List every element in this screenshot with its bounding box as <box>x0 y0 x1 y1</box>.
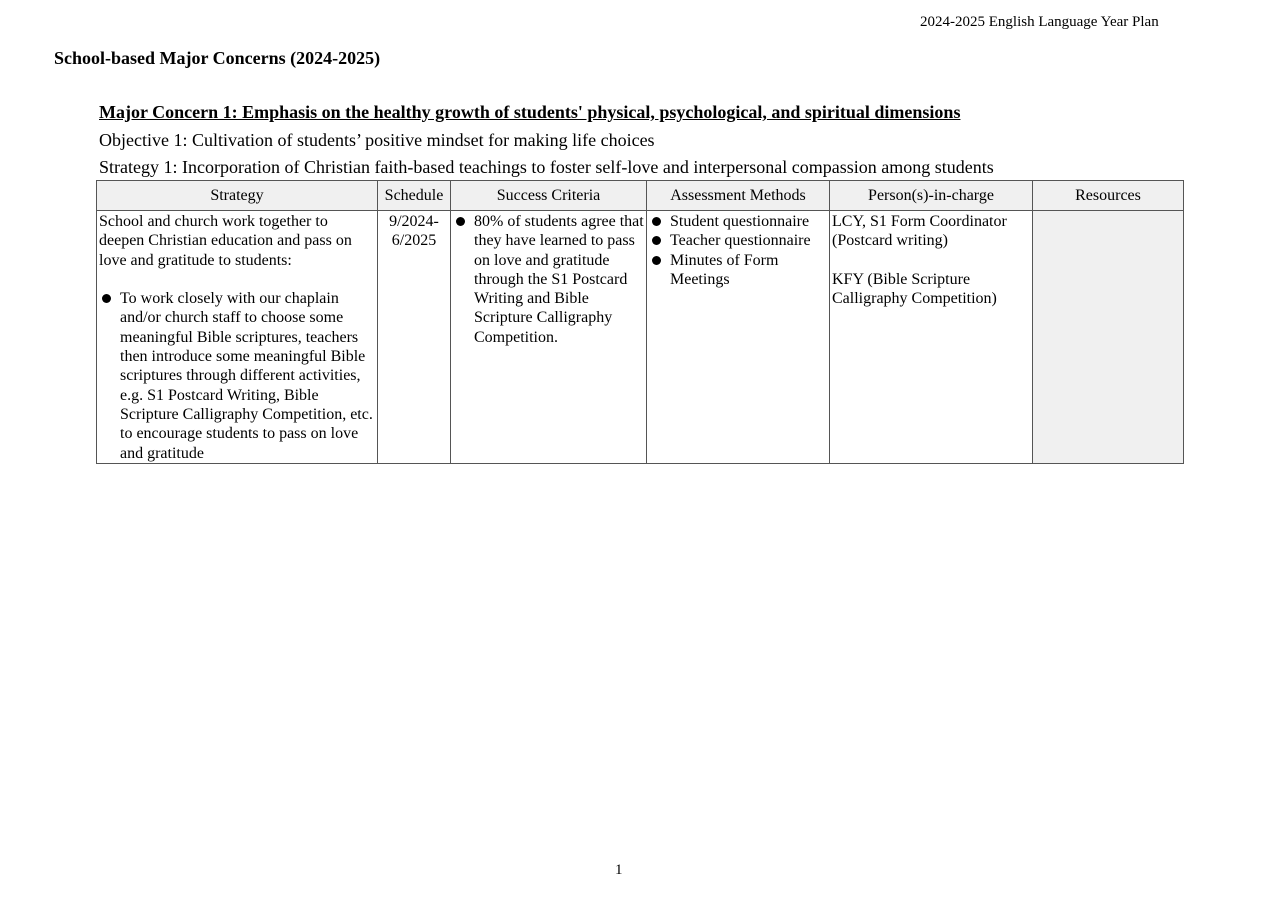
assessment-method-text: Minutes of Form Meetings <box>670 251 779 288</box>
assessment-method-text: Student questionnaire <box>670 213 810 230</box>
strategy-bullet-text: To work closely with our chaplain and/or church staff to choose some meaningful Bible scriptures, teachers then introduce some meaningful Bible scriptures through different activities, e.g. S1 Postcard Writing, Bible Scripture Calligraphy Competition, etc. to encourage students to pass on love and gratitude <box>120 290 373 462</box>
column-header-success-criteria: Success Criteria <box>451 181 647 211</box>
list-item <box>453 212 644 347</box>
person-in-charge-cell <box>830 211 1033 464</box>
schedule-cell <box>378 211 451 464</box>
column-header-person-in-charge: Person(s)-in-charge <box>830 181 1033 211</box>
bullet-icon <box>456 217 465 226</box>
major-concern-heading: Major Concern 1: Emphasis on the healthy growth of students' physical, psychological, and spiritual dimensions <box>99 102 961 122</box>
document-title: School-based Major Concerns (2024-2025) <box>54 48 381 68</box>
assessment-methods-list <box>649 212 827 289</box>
column-header-resources: Resources <box>1033 181 1184 211</box>
list-item <box>649 231 827 250</box>
person-in-charge-2: KFY (Bible Scripture Calligraphy Competition) <box>832 270 997 308</box>
strategy-line: Strategy 1: Incorporation of Christian faith-based teachings to foster self-love and interpersonal compassion among students <box>99 157 994 177</box>
year-plan-table <box>96 180 1184 464</box>
column-header-schedule: Schedule <box>378 181 451 211</box>
strategy-intro-text: School and church work together to deepen Christian education and pass on love and gratitude to students: <box>99 213 352 269</box>
success-criteria-text: 80% of students agree that they have learned to pass on love and gratitude through the S1 Postcard Writing and Bible Scripture Calligraphy Competition. <box>474 213 644 346</box>
list-item <box>99 289 375 463</box>
bullet-icon <box>652 236 661 245</box>
table-row <box>97 211 1184 464</box>
list-item <box>649 212 827 231</box>
person-in-charge-1: LCY, S1 Form Coordinator (Postcard writing) <box>832 213 1007 250</box>
strategy-bullet-list <box>99 289 375 463</box>
assessment-method-text: Teacher questionnaire <box>670 232 811 250</box>
schedule-start: 9/2024- <box>389 213 439 230</box>
list-item <box>649 251 827 290</box>
resources-cell <box>1033 211 1184 464</box>
bullet-icon <box>652 217 661 226</box>
running-header: 2024-2025 English Language Year Plan <box>920 14 1159 30</box>
strategy-cell <box>97 211 378 464</box>
bullet-icon <box>102 294 111 303</box>
success-criteria-list <box>453 212 644 347</box>
objective-line: Objective 1: Cultivation of students’ positive mindset for making life choices <box>99 130 655 150</box>
table-header-row <box>97 181 1184 211</box>
assessment-methods-cell <box>647 211 830 464</box>
bullet-icon <box>652 256 661 265</box>
success-criteria-cell <box>451 211 647 464</box>
column-header-assessment-methods: Assessment Methods <box>647 181 830 211</box>
column-header-strategy: Strategy <box>97 181 378 211</box>
schedule-end: 6/2025 <box>391 232 437 250</box>
page-number: 1 <box>615 862 623 878</box>
